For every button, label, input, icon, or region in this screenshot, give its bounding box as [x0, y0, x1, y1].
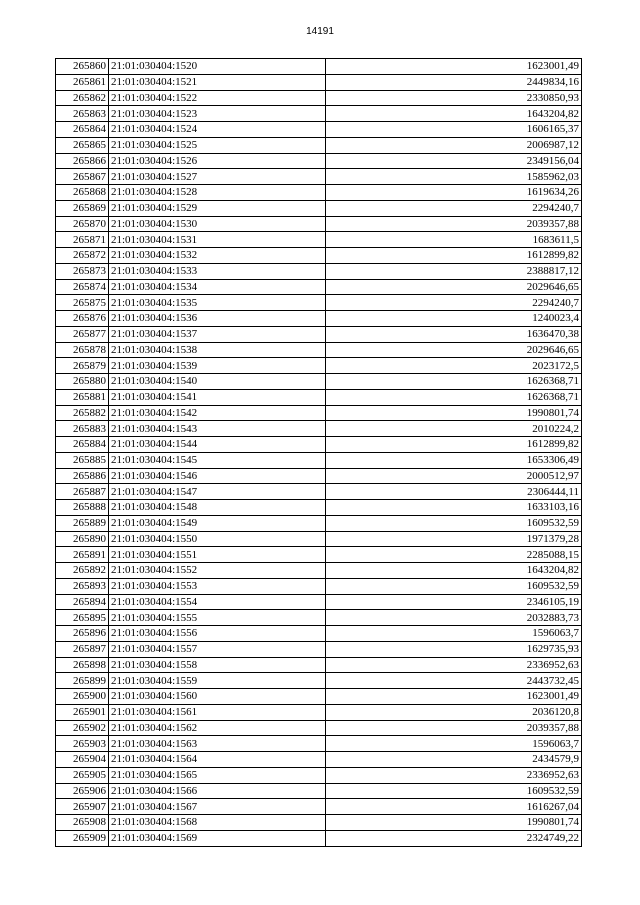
table-row [56, 657, 582, 673]
table-row [56, 594, 582, 610]
cadastral-number-cell: 21:01:030404:1526 [109, 153, 326, 169]
value-cell: 1596063,7 [326, 626, 582, 642]
table-row [56, 421, 582, 437]
value-cell: 2036120,8 [326, 704, 582, 720]
row-number-cell: 265863 [56, 106, 109, 122]
table-row [56, 563, 582, 579]
table-row [56, 263, 582, 279]
cadastral-number-cell: 21:01:030404:1553 [109, 578, 326, 594]
value-cell: 2294240,7 [326, 295, 582, 311]
cadastral-number-cell: 21:01:030404:1543 [109, 421, 326, 437]
value-cell: 2006987,12 [326, 137, 582, 153]
value-cell: 2324749,22 [326, 830, 582, 846]
row-number-cell: 265877 [56, 326, 109, 342]
row-number-cell: 265860 [56, 59, 109, 75]
table-row [56, 248, 582, 264]
cadastral-number-cell: 21:01:030404:1564 [109, 752, 326, 768]
row-number-cell: 265908 [56, 815, 109, 831]
table-row [56, 720, 582, 736]
row-number-cell: 265889 [56, 515, 109, 531]
value-cell: 1619634,26 [326, 185, 582, 201]
cadastral-number-cell: 21:01:030404:1534 [109, 279, 326, 295]
cadastral-number-cell: 21:01:030404:1529 [109, 200, 326, 216]
table-row [56, 830, 582, 846]
table-row [56, 783, 582, 799]
row-number-cell: 265883 [56, 421, 109, 437]
cadastral-number-cell: 21:01:030404:1559 [109, 673, 326, 689]
table-row [56, 547, 582, 563]
cadastral-number-cell: 21:01:030404:1542 [109, 405, 326, 421]
table-row [56, 59, 582, 75]
table-row [56, 610, 582, 626]
row-number-cell: 265901 [56, 704, 109, 720]
value-cell: 1240023,4 [326, 311, 582, 327]
cadastral-number-cell: 21:01:030404:1558 [109, 657, 326, 673]
table-row [56, 122, 582, 138]
row-number-cell: 265885 [56, 452, 109, 468]
row-number-cell: 265864 [56, 122, 109, 138]
row-number-cell: 265893 [56, 578, 109, 594]
cadastral-number-cell: 21:01:030404:1562 [109, 720, 326, 736]
value-cell: 1612899,82 [326, 437, 582, 453]
row-number-cell: 265906 [56, 783, 109, 799]
value-cell: 1643204,82 [326, 106, 582, 122]
table-row [56, 374, 582, 390]
value-cell: 2330850,93 [326, 90, 582, 106]
row-number-cell: 265870 [56, 216, 109, 232]
cadastral-number-cell: 21:01:030404:1531 [109, 232, 326, 248]
table-row [56, 767, 582, 783]
cadastral-number-cell: 21:01:030404:1530 [109, 216, 326, 232]
cadastral-number-cell: 21:01:030404:1541 [109, 389, 326, 405]
value-cell: 1653306,49 [326, 452, 582, 468]
value-cell: 2388817,12 [326, 263, 582, 279]
row-number-cell: 265899 [56, 673, 109, 689]
row-number-cell: 265892 [56, 563, 109, 579]
value-cell: 1616267,04 [326, 799, 582, 815]
value-cell: 2336952,63 [326, 657, 582, 673]
row-number-cell: 265867 [56, 169, 109, 185]
value-cell: 1585962,03 [326, 169, 582, 185]
table-row [56, 295, 582, 311]
value-cell: 1971379,28 [326, 531, 582, 547]
cadastral-number-cell: 21:01:030404:1560 [109, 689, 326, 705]
value-cell: 1626368,71 [326, 389, 582, 405]
row-number-cell: 265896 [56, 626, 109, 642]
table-row [56, 326, 582, 342]
cadastral-number-cell: 21:01:030404:1556 [109, 626, 326, 642]
value-cell: 2023172,5 [326, 358, 582, 374]
value-cell: 1636470,38 [326, 326, 582, 342]
value-cell: 2032883,73 [326, 610, 582, 626]
table-row [56, 358, 582, 374]
value-cell: 2443732,45 [326, 673, 582, 689]
value-cell: 1683611,5 [326, 232, 582, 248]
value-cell: 1623001,49 [326, 59, 582, 75]
row-number-cell: 265907 [56, 799, 109, 815]
table-row [56, 74, 582, 90]
cadastral-number-cell: 21:01:030404:1544 [109, 437, 326, 453]
cadastral-number-cell: 21:01:030404:1567 [109, 799, 326, 815]
table-row [56, 106, 582, 122]
row-number-cell: 265884 [56, 437, 109, 453]
cadastral-number-cell: 21:01:030404:1545 [109, 452, 326, 468]
cadastral-number-cell: 21:01:030404:1536 [109, 311, 326, 327]
cadastral-number-cell: 21:01:030404:1554 [109, 594, 326, 610]
table-row [56, 437, 582, 453]
table-row [56, 137, 582, 153]
table-row [56, 405, 582, 421]
cadastral-number-cell: 21:01:030404:1523 [109, 106, 326, 122]
table-row [56, 626, 582, 642]
table-row [56, 216, 582, 232]
value-cell: 1612899,82 [326, 248, 582, 264]
page-number: 14191 [306, 26, 334, 37]
row-number-cell: 265890 [56, 531, 109, 547]
cadastral-number-cell: 21:01:030404:1565 [109, 767, 326, 783]
cadastral-number-cell: 21:01:030404:1546 [109, 468, 326, 484]
row-number-cell: 265895 [56, 610, 109, 626]
value-cell: 1990801,74 [326, 815, 582, 831]
table-row [56, 515, 582, 531]
value-cell: 2000512,97 [326, 468, 582, 484]
row-number-cell: 265898 [56, 657, 109, 673]
value-cell: 2039357,88 [326, 720, 582, 736]
value-cell: 2285088,15 [326, 547, 582, 563]
table-row [56, 169, 582, 185]
cadastral-number-cell: 21:01:030404:1521 [109, 74, 326, 90]
value-cell: 2434579,9 [326, 752, 582, 768]
row-number-cell: 265865 [56, 137, 109, 153]
value-cell: 1990801,74 [326, 405, 582, 421]
table-row [56, 752, 582, 768]
table-row [56, 799, 582, 815]
table-row [56, 90, 582, 106]
table-row [56, 279, 582, 295]
table-row [56, 232, 582, 248]
row-number-cell: 265881 [56, 389, 109, 405]
value-cell: 1623001,49 [326, 689, 582, 705]
cadastral-number-cell: 21:01:030404:1539 [109, 358, 326, 374]
value-cell: 2336952,63 [326, 767, 582, 783]
cadastral-number-cell: 21:01:030404:1547 [109, 484, 326, 500]
table-row [56, 185, 582, 201]
value-cell: 2449834,16 [326, 74, 582, 90]
row-number-cell: 265886 [56, 468, 109, 484]
value-cell: 2306444,11 [326, 484, 582, 500]
value-cell: 1629735,93 [326, 641, 582, 657]
table-row [56, 815, 582, 831]
cadastral-number-cell: 21:01:030404:1566 [109, 783, 326, 799]
value-cell: 2029646,65 [326, 279, 582, 295]
row-number-cell: 265866 [56, 153, 109, 169]
row-number-cell: 265903 [56, 736, 109, 752]
table-row [56, 500, 582, 516]
cadastral-number-cell: 21:01:030404:1527 [109, 169, 326, 185]
value-cell: 1643204,82 [326, 563, 582, 579]
row-number-cell: 265868 [56, 185, 109, 201]
value-cell: 1626368,71 [326, 374, 582, 390]
row-number-cell: 265891 [56, 547, 109, 563]
cadastral-value-table [55, 58, 582, 847]
cadastral-number-cell: 21:01:030404:1563 [109, 736, 326, 752]
value-cell: 2010224,2 [326, 421, 582, 437]
cadastral-number-cell: 21:01:030404:1561 [109, 704, 326, 720]
value-cell: 2346105,19 [326, 594, 582, 610]
value-cell: 1609532,59 [326, 783, 582, 799]
row-number-cell: 265862 [56, 90, 109, 106]
cadastral-number-cell: 21:01:030404:1535 [109, 295, 326, 311]
row-number-cell: 265888 [56, 500, 109, 516]
table-row [56, 578, 582, 594]
value-cell: 2349156,04 [326, 153, 582, 169]
cadastral-number-cell: 21:01:030404:1568 [109, 815, 326, 831]
row-number-cell: 265880 [56, 374, 109, 390]
table-row [56, 311, 582, 327]
value-cell: 1609532,59 [326, 578, 582, 594]
row-number-cell: 265905 [56, 767, 109, 783]
row-number-cell: 265897 [56, 641, 109, 657]
table-row [56, 484, 582, 500]
table-row [56, 200, 582, 216]
cadastral-number-cell: 21:01:030404:1522 [109, 90, 326, 106]
table-row [56, 342, 582, 358]
cadastral-number-cell: 21:01:030404:1525 [109, 137, 326, 153]
row-number-cell: 265878 [56, 342, 109, 358]
table-row [56, 736, 582, 752]
row-number-cell: 265902 [56, 720, 109, 736]
cadastral-number-cell: 21:01:030404:1538 [109, 342, 326, 358]
cadastral-number-cell: 21:01:030404:1540 [109, 374, 326, 390]
cadastral-number-cell: 21:01:030404:1537 [109, 326, 326, 342]
cadastral-number-cell: 21:01:030404:1555 [109, 610, 326, 626]
cadastral-number-cell: 21:01:030404:1557 [109, 641, 326, 657]
row-number-cell: 265871 [56, 232, 109, 248]
value-cell: 2029646,65 [326, 342, 582, 358]
cadastral-number-cell: 21:01:030404:1548 [109, 500, 326, 516]
table-row [56, 389, 582, 405]
row-number-cell: 265894 [56, 594, 109, 610]
value-cell: 2294240,7 [326, 200, 582, 216]
row-number-cell: 265861 [56, 74, 109, 90]
table-row [56, 531, 582, 547]
row-number-cell: 265876 [56, 311, 109, 327]
cadastral-number-cell: 21:01:030404:1528 [109, 185, 326, 201]
table-row [56, 689, 582, 705]
value-cell: 1633103,16 [326, 500, 582, 516]
row-number-cell: 265909 [56, 830, 109, 846]
row-number-cell: 265904 [56, 752, 109, 768]
cadastral-number-cell: 21:01:030404:1552 [109, 563, 326, 579]
table-body [56, 59, 582, 847]
row-number-cell: 265874 [56, 279, 109, 295]
row-number-cell: 265887 [56, 484, 109, 500]
value-cell: 1596063,7 [326, 736, 582, 752]
table-row [56, 153, 582, 169]
cadastral-number-cell: 21:01:030404:1549 [109, 515, 326, 531]
row-number-cell: 265879 [56, 358, 109, 374]
cadastral-number-cell: 21:01:030404:1532 [109, 248, 326, 264]
cadastral-number-cell: 21:01:030404:1524 [109, 122, 326, 138]
table-row [56, 468, 582, 484]
cadastral-number-cell: 21:01:030404:1550 [109, 531, 326, 547]
table-row [56, 641, 582, 657]
table-row [56, 704, 582, 720]
cadastral-number-cell: 21:01:030404:1520 [109, 59, 326, 75]
value-cell: 1609532,59 [326, 515, 582, 531]
value-cell: 1606165,37 [326, 122, 582, 138]
row-number-cell: 265869 [56, 200, 109, 216]
table-row [56, 673, 582, 689]
row-number-cell: 265882 [56, 405, 109, 421]
row-number-cell: 265872 [56, 248, 109, 264]
row-number-cell: 265875 [56, 295, 109, 311]
value-cell: 2039357,88 [326, 216, 582, 232]
cadastral-number-cell: 21:01:030404:1569 [109, 830, 326, 846]
row-number-cell: 265900 [56, 689, 109, 705]
row-number-cell: 265873 [56, 263, 109, 279]
table-row [56, 452, 582, 468]
cadastral-number-cell: 21:01:030404:1533 [109, 263, 326, 279]
cadastral-number-cell: 21:01:030404:1551 [109, 547, 326, 563]
